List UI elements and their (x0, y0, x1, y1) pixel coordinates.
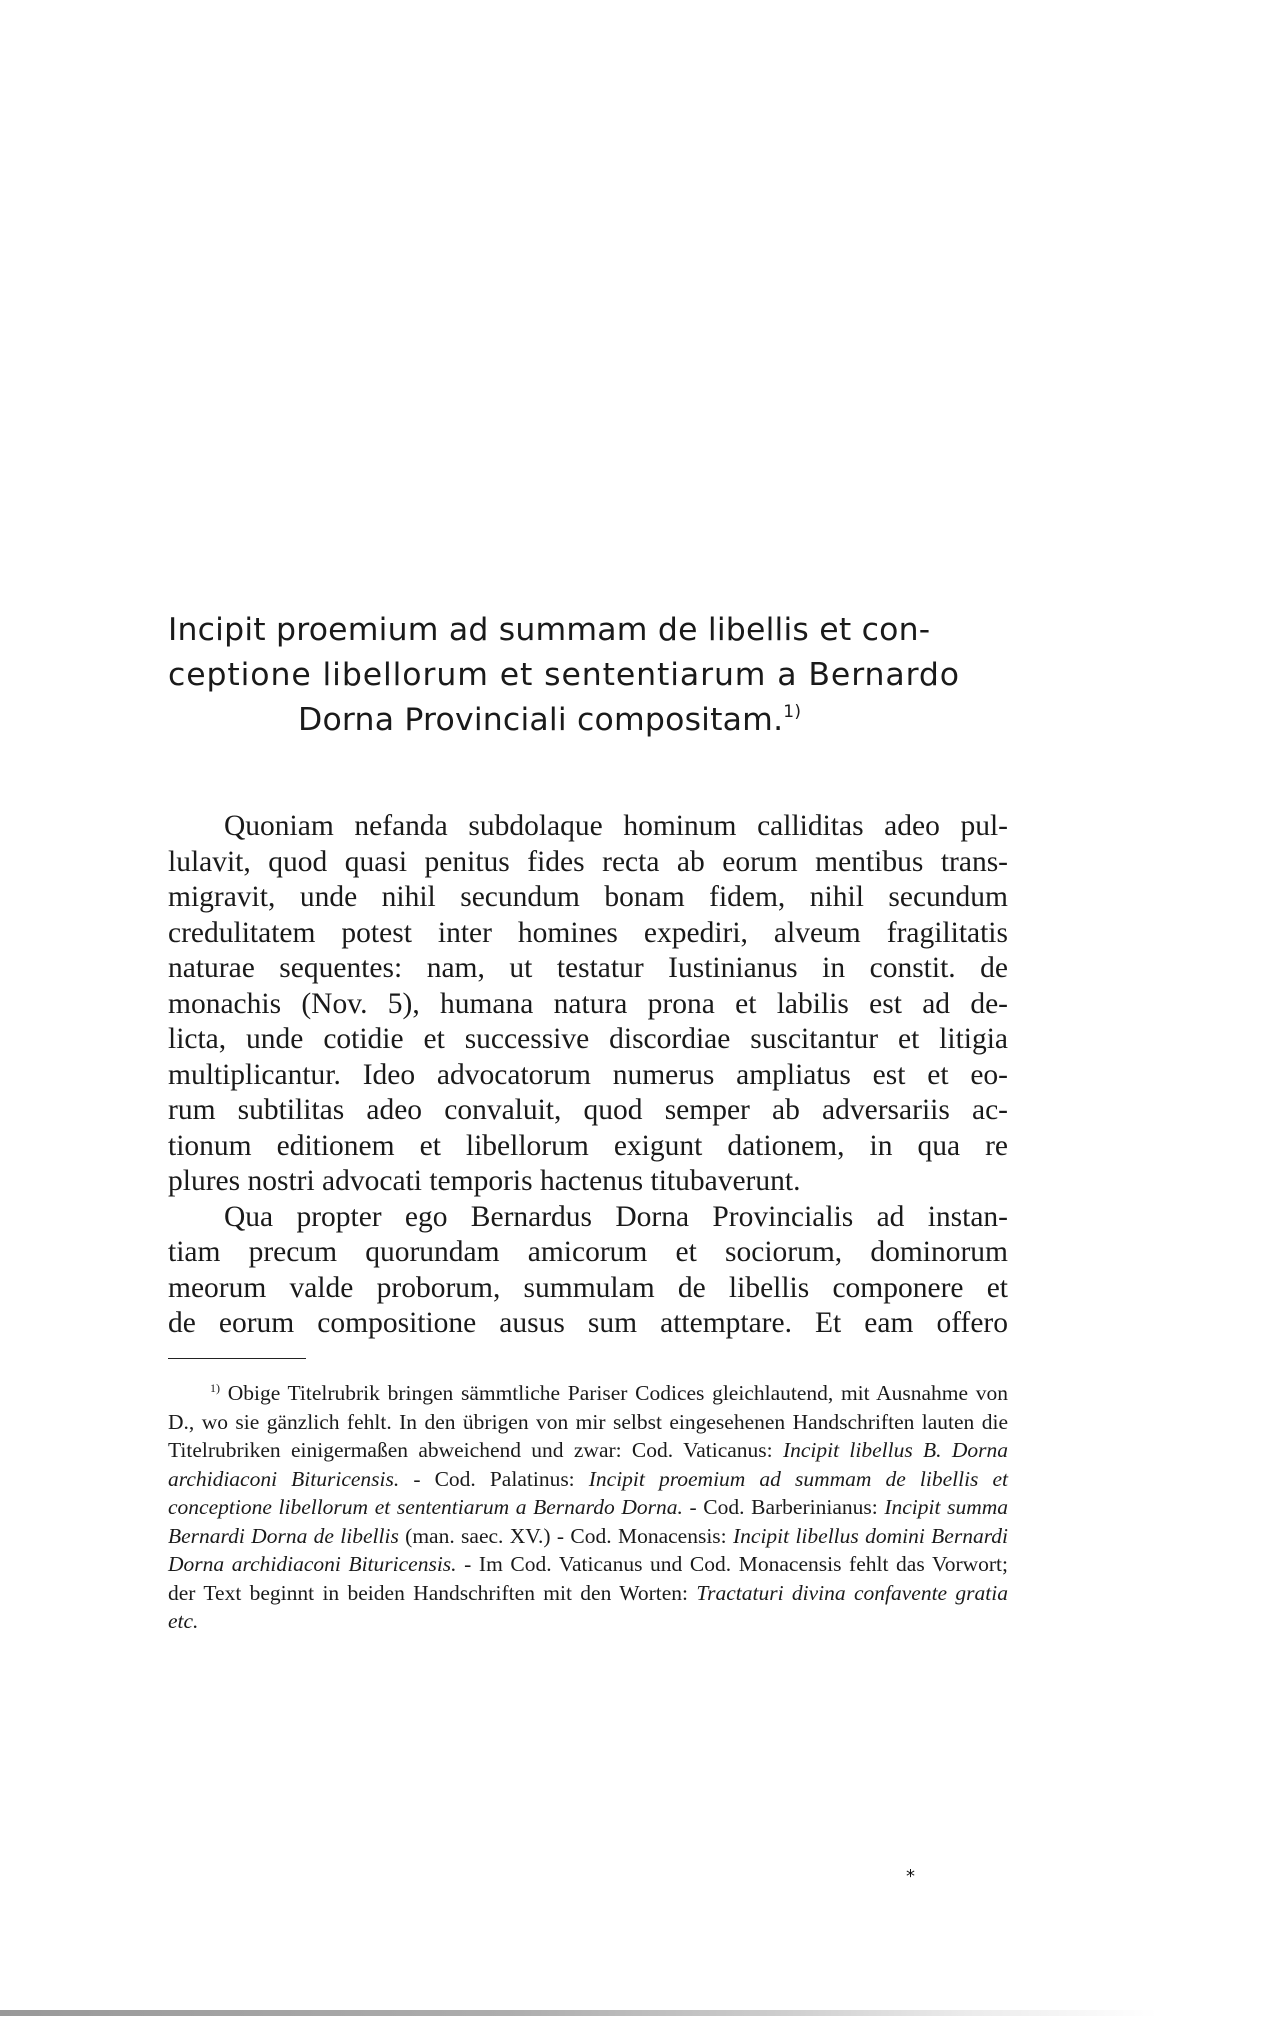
paragraph-1-line: licta, unde cotidie et successive discordiae suscitantur et litigia (168, 1023, 1008, 1055)
footnote-text-segment: Obige Titelrubrik bringen sämmtliche Pariser Codices gleichlautend, mit Ausnahme von D., wo sie gänzlich fehlt. In den übrigen von mir selbst eingesehenen Handschriften lauten die Titelrubriken einigermaßen abweichend und zwar: Cod. Vaticanus: (168, 1381, 1009, 1462)
chapter-heading (168, 608, 1048, 743)
heading-footnote-ref: 1) (783, 702, 802, 722)
paragraph-1-line: rum subtilitas adeo convaluit, quod semper ab adversariis ac- (168, 1094, 1008, 1126)
footnote-text (168, 1379, 1008, 1636)
heading-line-2: ceptione libellorum et sententiarum a Bernardo (168, 657, 960, 693)
footnote-italic-segment: Tractaturi divina confavente gratia etc. (168, 1580, 1008, 1633)
footnote-marker: 1) (210, 1381, 220, 1395)
paragraph-2-line: tiam precum quorundam amicorum et sociorum, dominorum (168, 1236, 1008, 1268)
paragraph-1-line: migravit, unde nihil secundum bonam fidem, nihil secundum (168, 881, 1008, 913)
heading-line-3 (168, 698, 1048, 743)
paragraph-1-line: Quoniam nefanda subdolaque hominum calliditas adeo pul- (224, 810, 1008, 842)
paragraph-1-line: lulavit, quod quasi penitus fides recta ab eorum mentibus trans- (168, 845, 1008, 878)
paragraph-1-line: naturae sequentes: nam, ut testatur Iustinianus in constit. de (168, 952, 1008, 984)
footnote-italic-segment: Incipit proemium ad summam de libellis et conceptione libellorum et sententiarum a Bernardo Dorna. (168, 1466, 1009, 1519)
scan-edge (0, 2010, 1286, 2016)
footnote-text-segment: - Cod. Barberinianus: (682, 1495, 885, 1519)
heading-line-3-text: Dorna Provinciali compositam. (298, 702, 784, 738)
paragraph-1-line: credulitatem potest inter homines expediri, alveum fragilitatis (168, 916, 1008, 949)
footnote-italic-segment: Incipit libellus B. Dorna archidiaconi Bituricensis. (168, 1438, 1009, 1491)
footnote-divider (168, 1358, 306, 1359)
paragraph-2-line: meorum valde proborum, summulam de libellis componere et (168, 1271, 1008, 1304)
footnote-text-segment: - Cod. Palatinus: (399, 1466, 589, 1491)
paragraph-2-line: de eorum compositione ausus sum attemptare. Et eam offero (168, 1307, 1008, 1339)
paragraph-1-line: tionum editionem et libellorum exigunt dationem, in qua re (168, 1129, 1008, 1162)
page-mark: * (906, 1866, 915, 1887)
paragraph-1-line: monachis (Nov. 5), humana natura prona et labilis est ad de- (168, 987, 1008, 1020)
footnote (168, 1379, 1008, 1636)
footnote-text-segment: - Im Cod. Vaticanus und Cod. Monacensis fehlt das Vorwort; der Text beginnt in beiden Handschriften mit den Worten: (168, 1552, 1008, 1605)
paragraph-1-line: plures nostri advocati temporis hactenus titubaverunt. (168, 1165, 801, 1197)
heading-line-1: Incipit proemium ad summam de libellis et con- (168, 612, 931, 648)
body-text (168, 809, 1008, 1342)
paragraph-1-line: multiplicantur. Ideo advocatorum numerus ampliatus est et eo- (168, 1058, 1008, 1091)
footnote-text-segment: (man. saec. XV.) - Cod. Monacensis: (398, 1523, 733, 1548)
paragraph-2-line: Qua propter ego Bernardus Dorna Provincialis ad instan- (224, 1200, 1008, 1233)
footnote-italic-segment: Incipit libellus domini Bernardi Dorna archidiaconi Bituricensis. (168, 1523, 1009, 1576)
footnote-italic-segment: Incipit summa Bernardi Dorna de libellis (168, 1495, 1008, 1548)
